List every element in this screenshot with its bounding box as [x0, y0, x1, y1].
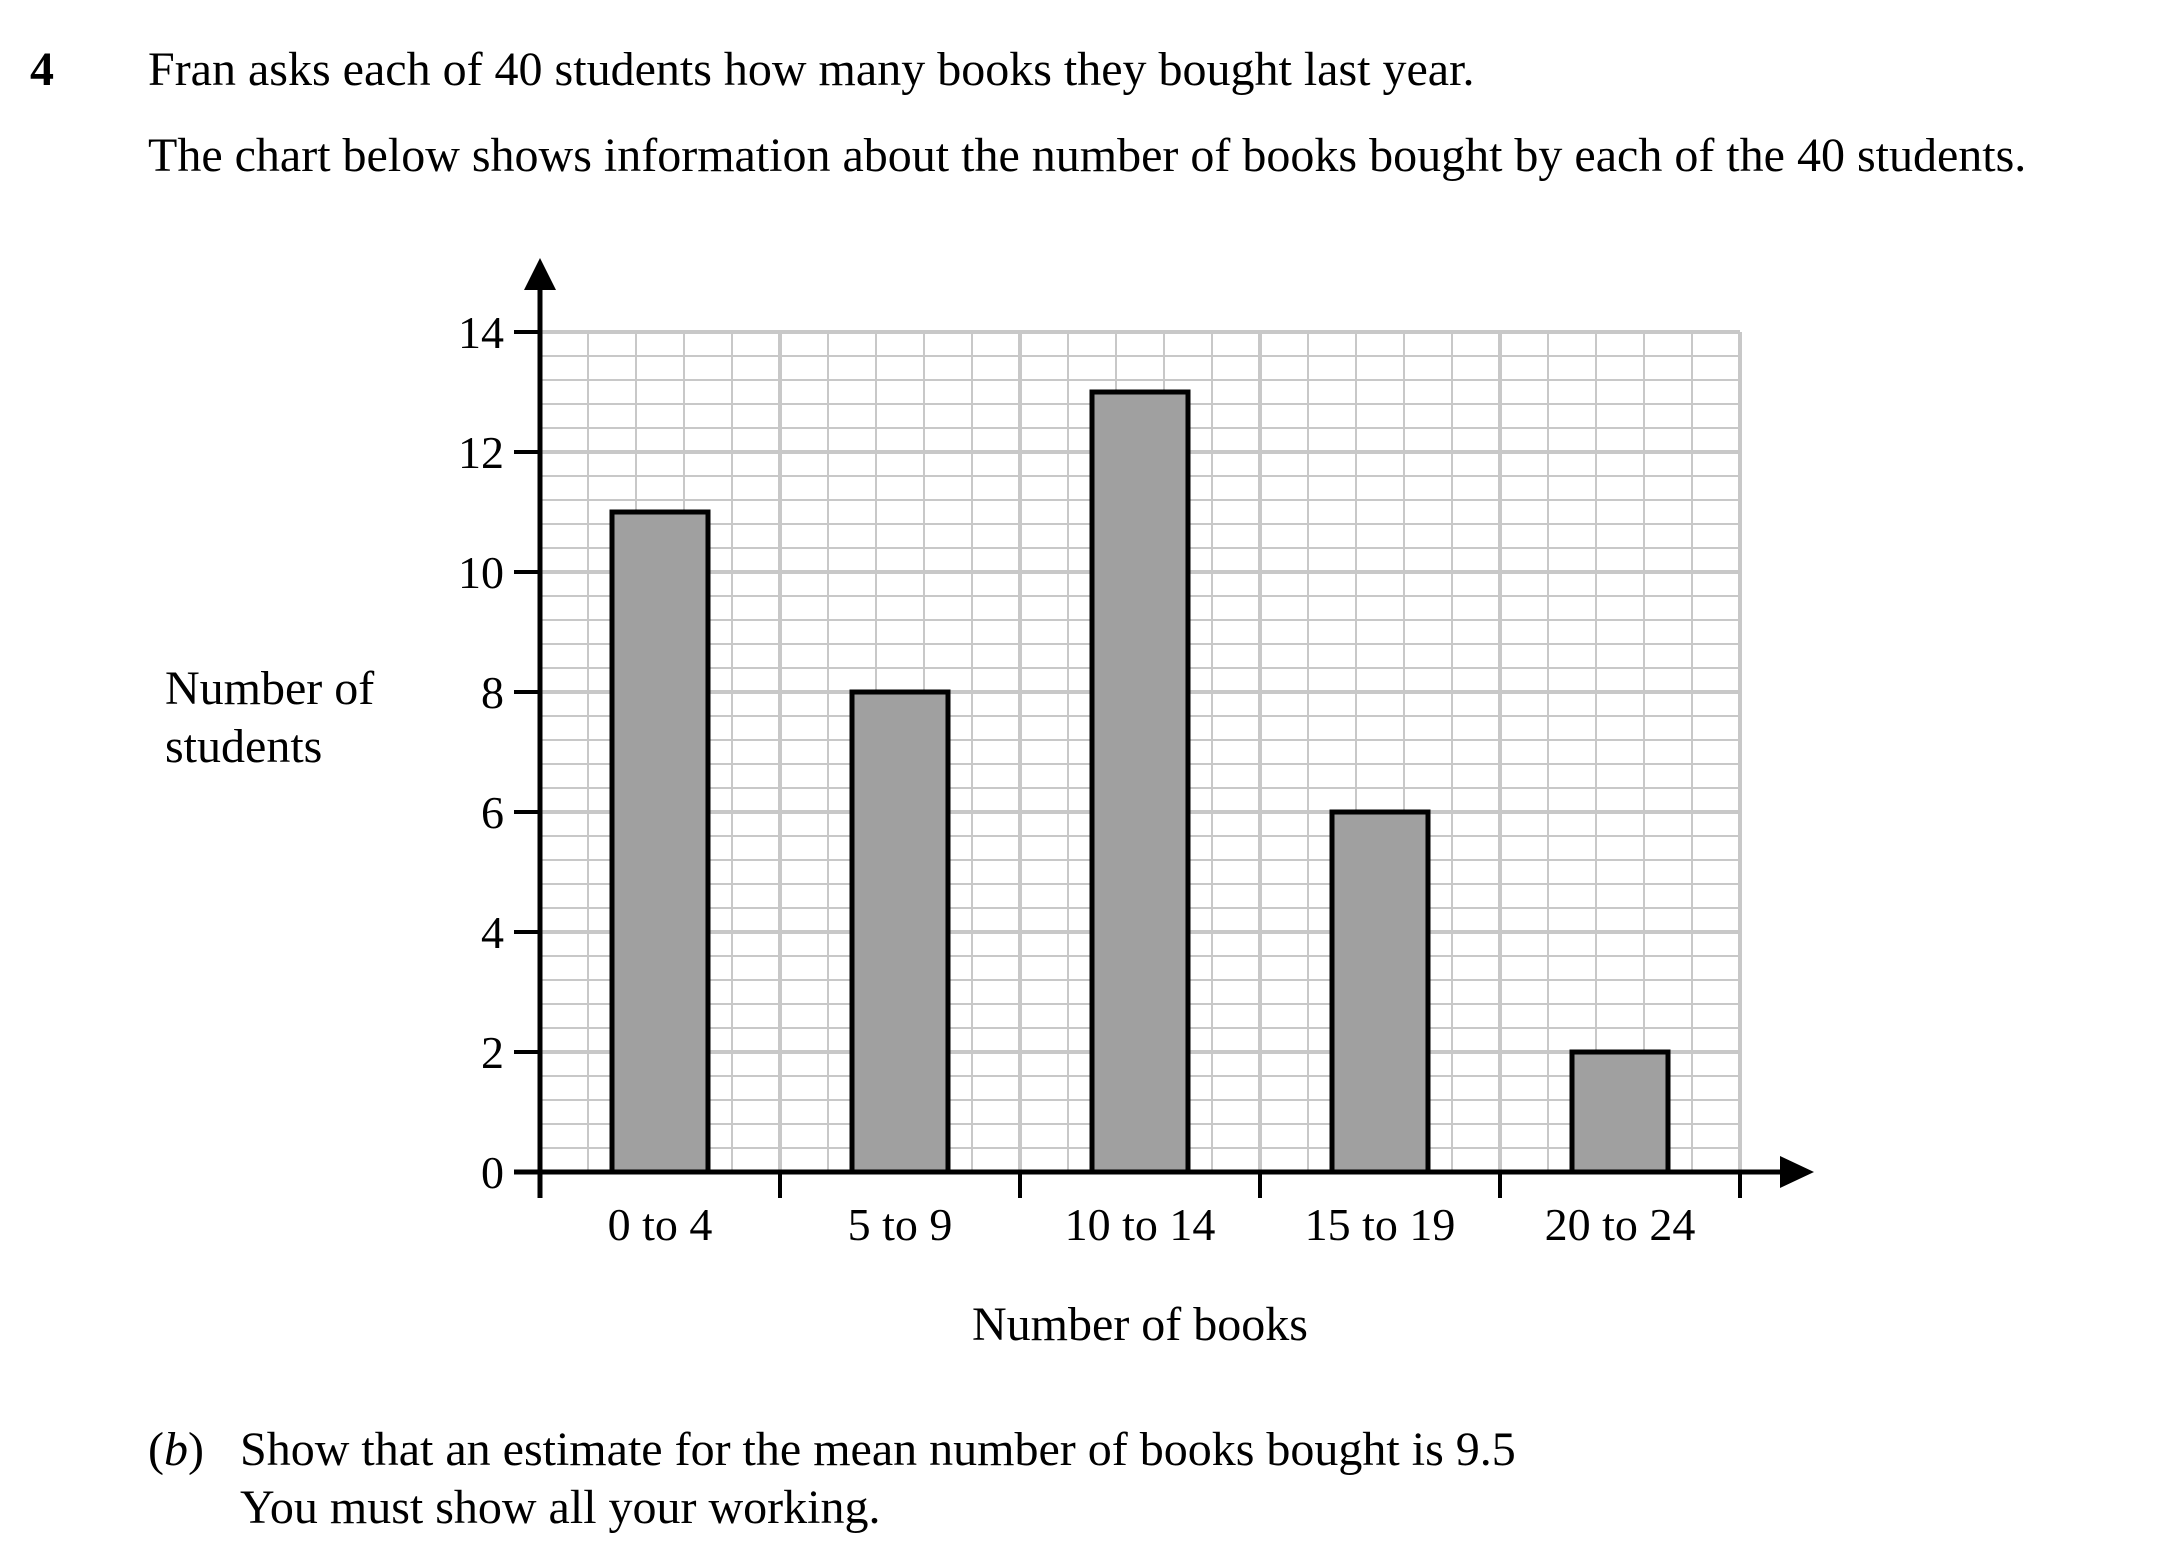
x-tick-label: 10 to 14 — [1064, 1199, 1216, 1250]
question-text-line-1: Fran asks each of 40 students how many books they bought last year. — [148, 43, 1475, 96]
y-axis-label-line-1: Number of — [165, 662, 375, 715]
x-axis-arrow-icon — [1780, 1156, 1814, 1188]
x-tick-label: 20 to 24 — [1544, 1199, 1696, 1250]
y-tick-label: 6 — [481, 787, 504, 838]
part-b-text-line-1: Show that an estimate for the mean number of books bought is 9.5 — [240, 1423, 1516, 1476]
y-tick-label: 0 — [481, 1147, 504, 1198]
part-b-text-line-2: You must show all your working. — [240, 1481, 881, 1534]
x-axis-label: Number of books — [972, 1298, 1308, 1351]
y-tick-label: 2 — [481, 1027, 504, 1078]
part-b-letter: b — [163, 1423, 188, 1476]
question-number: 4 — [30, 43, 54, 96]
y-tick-label: 10 — [458, 547, 504, 598]
y-tick-label: 12 — [458, 427, 504, 478]
bar — [1332, 812, 1428, 1172]
x-tick-label: 0 to 4 — [607, 1199, 713, 1250]
chart-bars — [612, 392, 1668, 1172]
bar — [612, 512, 708, 1172]
x-tick-label: 15 to 19 — [1304, 1199, 1456, 1250]
question-text-line-2: The chart below shows information about the number of books bought by each of the 40 students. — [148, 129, 2027, 182]
y-tick-label: 8 — [481, 667, 504, 718]
bar — [852, 692, 948, 1172]
y-axis-label-line-2: students — [165, 720, 323, 773]
bar — [1092, 392, 1188, 1172]
bar — [1572, 1052, 1668, 1172]
x-tick-label: 5 to 9 — [847, 1199, 953, 1250]
y-tick-label: 14 — [458, 307, 504, 358]
part-b-label: (b) — [148, 1423, 204, 1476]
y-tick-label: 4 — [481, 907, 504, 958]
y-axis-arrow-icon — [524, 258, 556, 290]
